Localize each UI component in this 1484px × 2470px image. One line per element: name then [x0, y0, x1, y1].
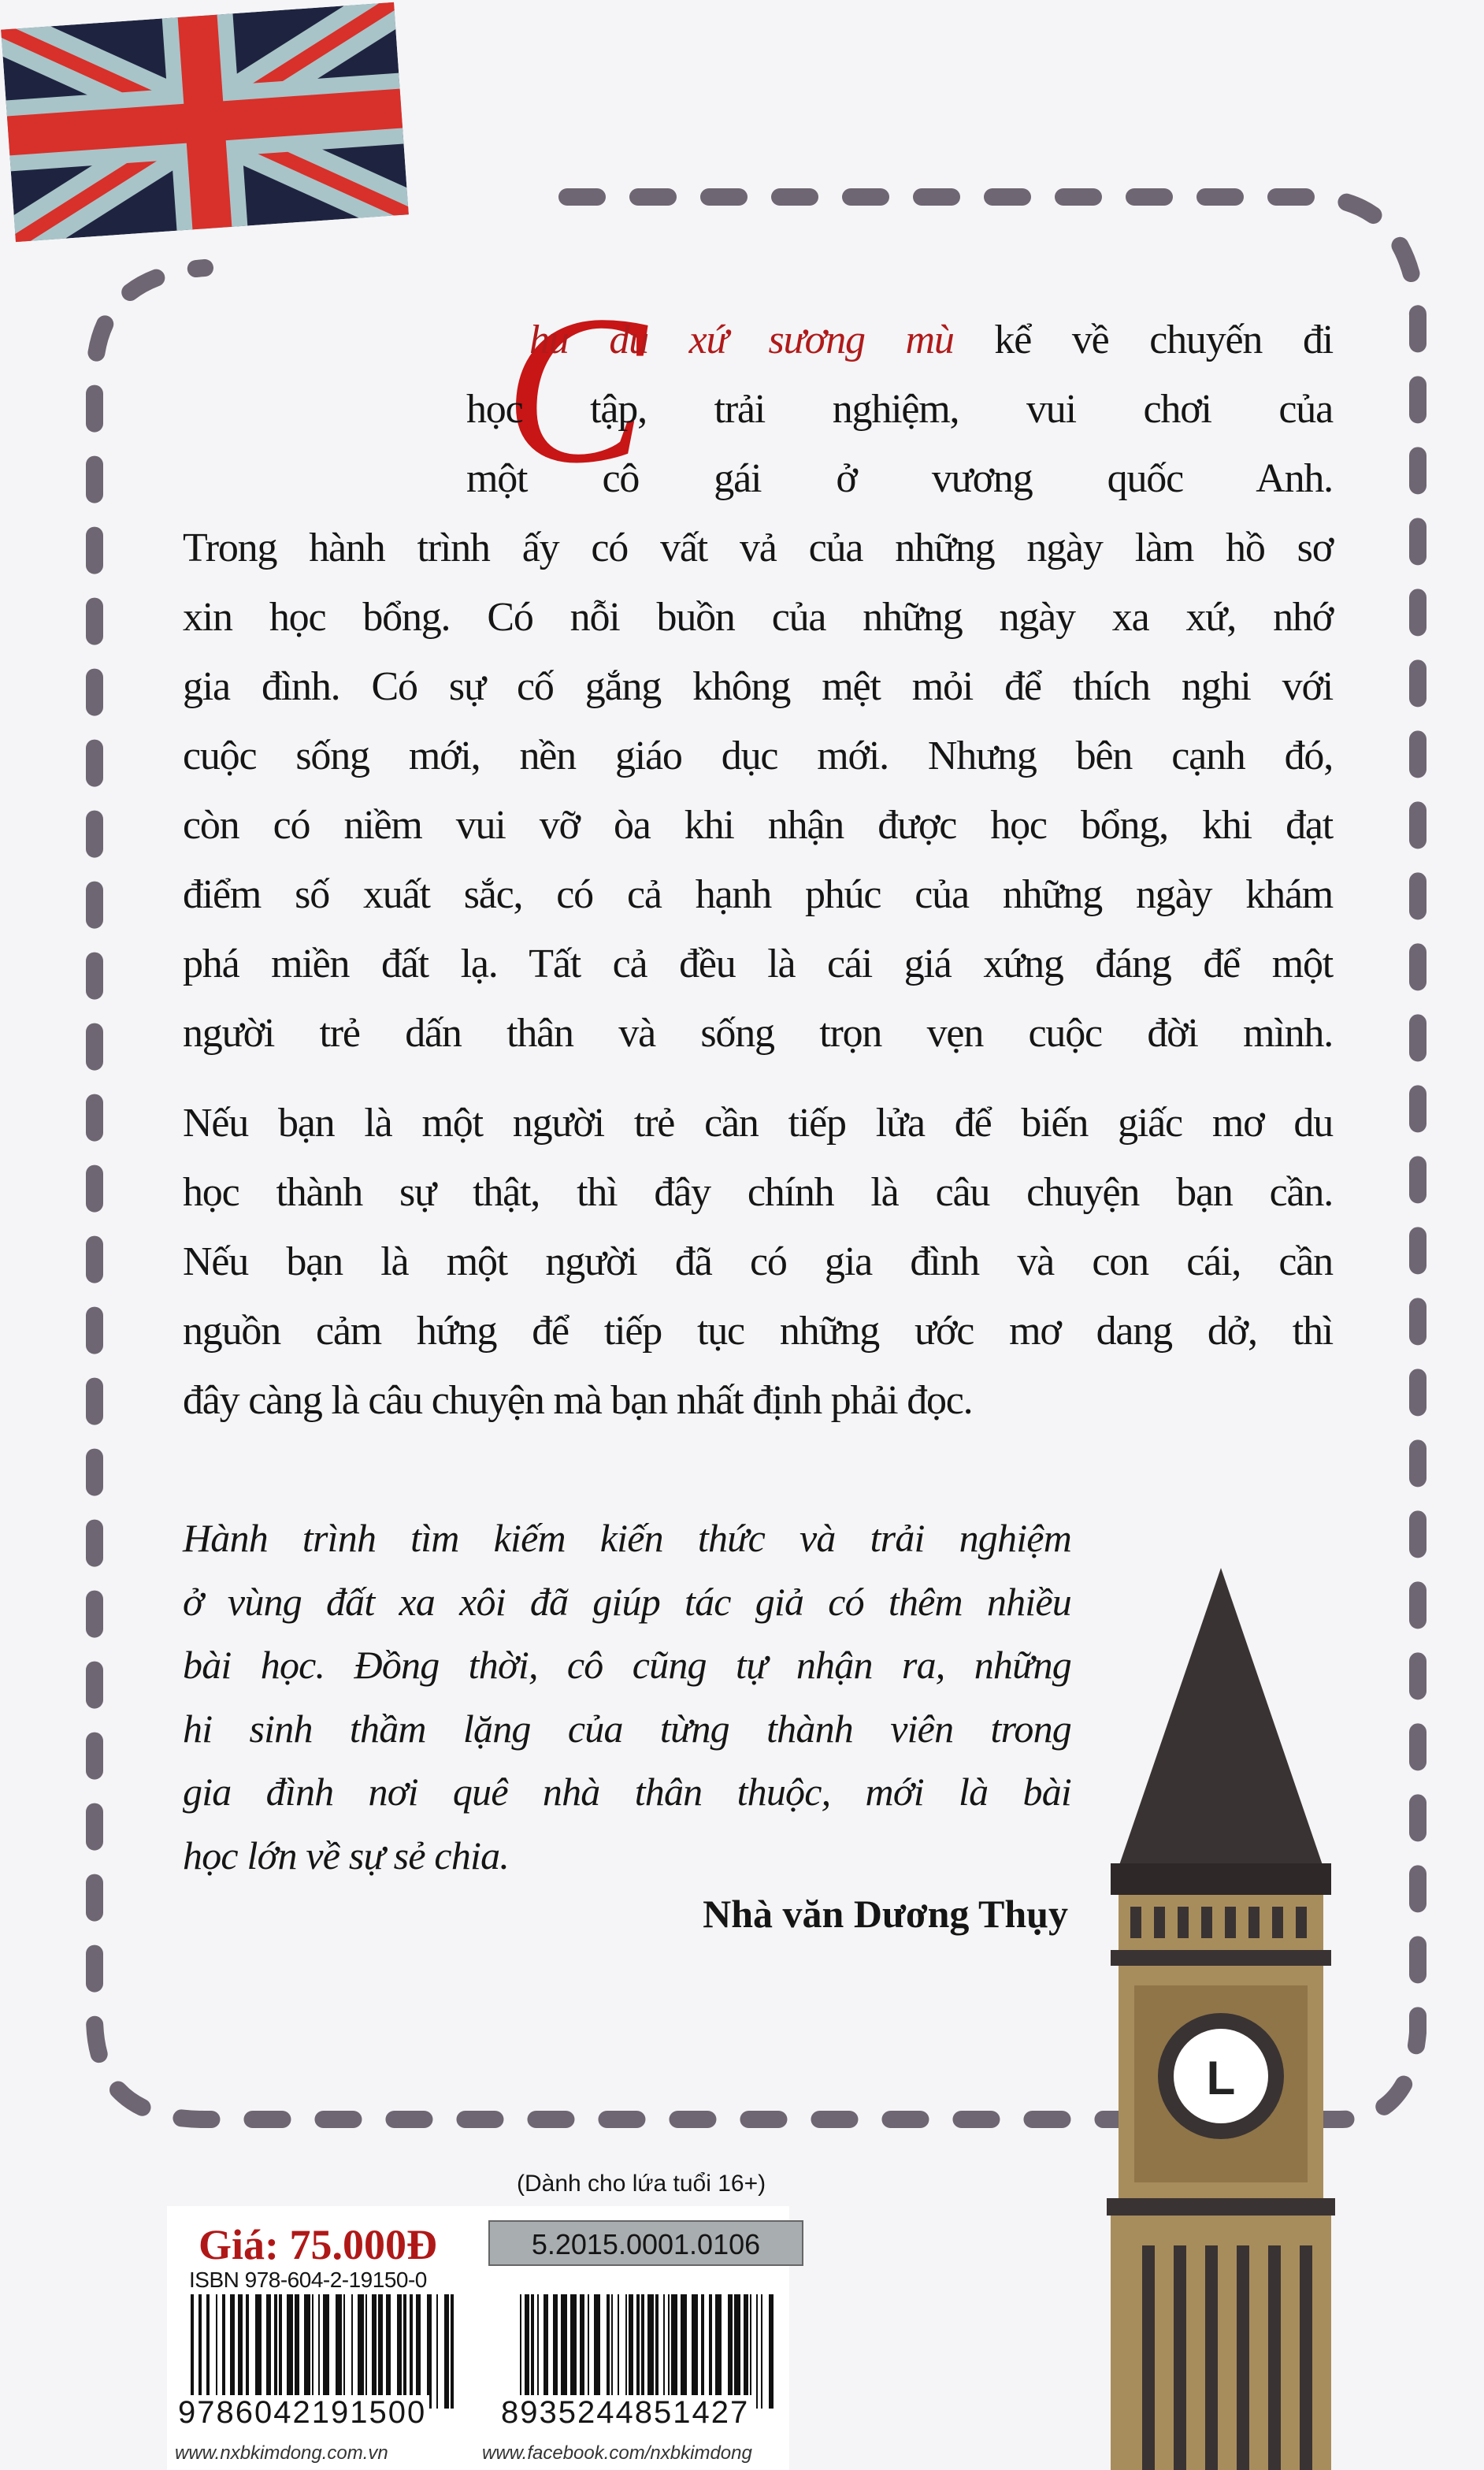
barcode-bar: [520, 2294, 521, 2409]
text-line: người trẻ dấn thân và sống trọn vẹn cuộc đời mình.: [183, 1011, 1333, 1056]
text-line: cuộc sống mới, nền giáo dục mới. Nhưng bên cạnh đó,: [183, 734, 1333, 778]
barcode-bar: [386, 2294, 391, 2409]
age-rating: (Dành cho lứa tuổi 16+): [517, 2171, 766, 2197]
barcode-bar: [206, 2294, 210, 2409]
barcode-bar: [312, 2294, 313, 2409]
barcode-bar: [728, 2294, 733, 2409]
barcode-bar: [629, 2294, 633, 2409]
barcode-bar: [769, 2294, 774, 2409]
barcode-bar: [588, 2294, 589, 2409]
text-line: xin học bổng. Có nỗi buồn của những ngày xa xứ, nhớ: [183, 595, 1333, 640]
barcode-bar: [647, 2294, 654, 2409]
barcode-bar: [336, 2294, 342, 2409]
barcode-bar: [343, 2294, 345, 2409]
product-barcode-digits: 8935244851427: [498, 2395, 752, 2431]
barcode-bar: [561, 2294, 567, 2409]
book-title: hu du xứ sương mù: [529, 318, 954, 362]
review-quote: [183, 1506, 1071, 1887]
text-line: một cô gái ở vương quốc Anh.: [466, 456, 1333, 501]
barcode-bar: [238, 2294, 243, 2409]
barcode-bar: [222, 2294, 225, 2409]
barcode-panel: [167, 2206, 789, 2470]
barcode-bar: [715, 2294, 722, 2409]
text-line: học tập, trải nghiệm, vui chơi của: [466, 387, 1333, 432]
barcode-bar: [216, 2294, 217, 2409]
barcode-bar: [671, 2294, 677, 2409]
barcode-bar: [636, 2294, 640, 2409]
text-line: còn có niềm vui vỡ òa khi nhận được học bổng, khi đạt: [183, 803, 1333, 848]
big-ben-tower: [1087, 1568, 1355, 2470]
barcode-bar: [304, 2294, 310, 2409]
barcode-bar: [416, 2294, 421, 2409]
text-line: nguồn cảm hứng để tiếp tục những ước mơ dang dở, thì: [183, 1309, 1333, 1354]
description-paragraph-1: [183, 306, 1333, 1068]
text-line: phá miền đất lạ. Tất cả đều là cái giá xứng đáng để một: [183, 942, 1333, 986]
barcode-bar: [451, 2294, 454, 2409]
quote-line: Hành trình tìm kiếm kiến thức và trải nghiệm: [183, 1516, 1071, 1560]
quote-line: ở vùng đất xa xôi đã giúp tác giả có thêm nhiều: [183, 1579, 1071, 1624]
barcode-bar: [351, 2294, 353, 2409]
isbn-label: ISBN 978-604-2-19150-0: [189, 2268, 427, 2292]
barcode-bar: [365, 2294, 367, 2409]
barcode-bar: [663, 2294, 665, 2409]
text-line: học thành sự thật, thì đây chính là câu chuyện bạn cần.: [183, 1170, 1333, 1215]
barcode-bar: [358, 2294, 364, 2409]
barcode-bar: [525, 2294, 529, 2409]
text-line: đây càng là câu chuyện mà bạn nhất định phải đọc.: [183, 1378, 973, 1423]
isbn-barcode-digits: 9786042191500: [175, 2395, 429, 2431]
quote-line: hi sinh thầm lặng của từng thành viên trong: [183, 1706, 1071, 1751]
barcode-bar: [436, 2294, 438, 2409]
barcode-bar: [611, 2294, 613, 2409]
barcode-bar: [531, 2294, 534, 2409]
product-barcode: [520, 2294, 780, 2409]
barcode-bar: [734, 2294, 740, 2409]
text-line: Nếu bạn là một người trẻ cần tiếp lửa để biến giấc mơ du: [183, 1101, 1333, 1146]
barcode-bar: [655, 2294, 659, 2409]
facebook-link: www.facebook.com/nxbkimdong: [482, 2442, 752, 2464]
barcode-bar: [618, 2294, 619, 2409]
text-line: Trong hành trình ấy có vất vả của những ngày làm hồ sơ: [183, 526, 1333, 570]
drop-cap: C: [504, 272, 647, 507]
price-label: Giá: 75.000Đ: [198, 2221, 437, 2268]
barcode-bar: [378, 2294, 383, 2409]
quote-line: gia đình nơi quê nhà thân thuộc, mới là bài: [183, 1770, 1071, 1814]
barcode-bar: [537, 2294, 539, 2409]
quote-line: học lớn về sự sẻ chia.: [183, 1833, 510, 1878]
barcode-bar: [594, 2294, 600, 2409]
barcode-bar: [744, 2294, 748, 2409]
barcode-bar: [580, 2294, 584, 2409]
barcode-bar: [410, 2294, 413, 2409]
barcode-bar: [444, 2294, 449, 2409]
barcode-bar: [681, 2294, 687, 2409]
barcode-bar: [553, 2294, 558, 2409]
barcode-bar: [427, 2294, 432, 2409]
barcode-bar: [274, 2294, 277, 2409]
barcode-bar: [287, 2294, 293, 2409]
website-link: www.nxbkimdong.com.vn: [175, 2442, 388, 2464]
barcode-bar: [266, 2294, 271, 2409]
text-line: gia đình. Có sự cố gắng không mệt mỏi để thích nghi với: [183, 664, 1333, 709]
clock-hand-icon: L: [1206, 2052, 1236, 2104]
barcode-bar: [607, 2294, 610, 2409]
description-paragraph-2: [183, 1089, 1333, 1436]
barcode-bar: [230, 2294, 235, 2409]
barcode-bar: [625, 2294, 627, 2409]
barcode-bar: [668, 2294, 670, 2409]
text-line: [529, 306, 1333, 375]
barcode-bar: [403, 2294, 406, 2409]
barcode-bar: [372, 2294, 377, 2409]
barcode-bar: [709, 2294, 712, 2409]
barcode-bar: [750, 2294, 751, 2409]
barcode-bar: [255, 2294, 262, 2409]
barcode-bar: [692, 2294, 698, 2409]
barcode-bar: [198, 2294, 202, 2409]
barcode-bar: [570, 2294, 577, 2409]
barcode-bar: [191, 2294, 194, 2409]
barcode-bar: [246, 2294, 249, 2409]
barcode-bar: [756, 2294, 758, 2409]
barcode-bar: [323, 2294, 329, 2409]
barcode-bar: [318, 2294, 320, 2409]
barcode-bar: [397, 2294, 402, 2409]
barcode-bar: [701, 2294, 704, 2409]
barcode-bar: [544, 2294, 548, 2409]
text-line: điểm số xuất sắc, có cả hạnh phúc của những ngày khám: [183, 872, 1333, 917]
quote-author: Nhà văn Dương Thụy: [703, 1892, 1068, 1936]
text-line-span: kể về chuyến đi: [953, 318, 1333, 362]
quote-line: bài học. Đồng thời, cô cũng tự nhận ra, những: [183, 1643, 1071, 1687]
barcode-bar: [641, 2294, 644, 2409]
barcode-bar: [295, 2294, 299, 2409]
product-code: 5.2015.0001.0106: [488, 2220, 803, 2266]
text-line: Nếu bạn là một người đã có gia đình và con cái, cần: [183, 1239, 1333, 1284]
isbn-barcode: [191, 2294, 458, 2409]
barcode-bar: [761, 2294, 762, 2409]
barcode-bar: [279, 2294, 282, 2409]
